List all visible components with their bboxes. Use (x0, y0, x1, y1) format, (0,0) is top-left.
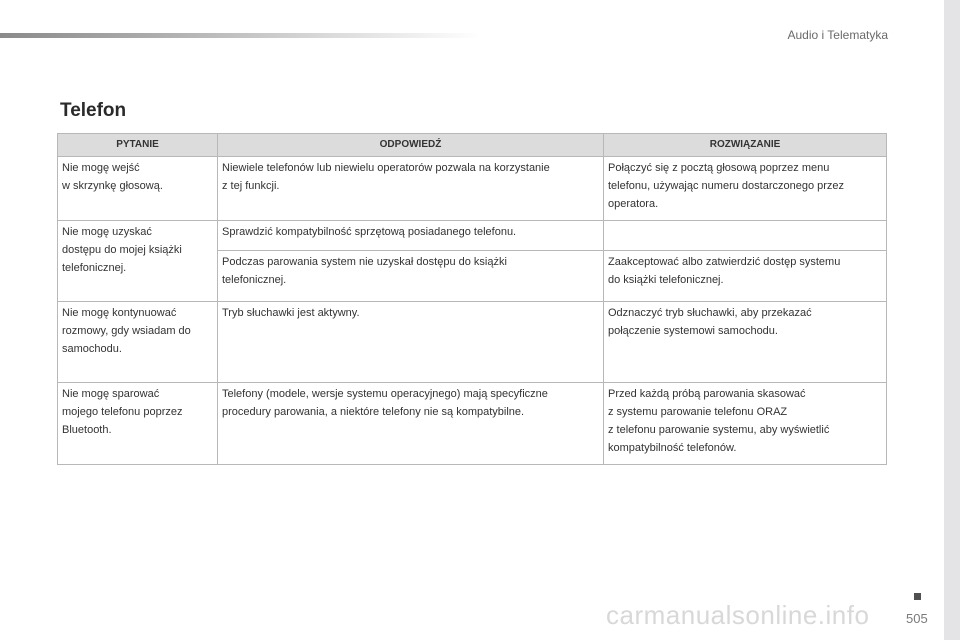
answer-cell: Podczas parowania system nie uzyskał dostępu do książki telefonicznej. (218, 251, 604, 302)
question-cell: Nie mogę uzyskać dostępu do mojej książki telefonicznej. (58, 221, 218, 302)
table-row (58, 383, 887, 465)
page-number: 505 (906, 611, 928, 626)
page-edge-strip (944, 0, 960, 640)
table-row (58, 157, 887, 221)
solution-cell: Odznaczyć tryb słuchawki, aby przekazać połączenie systemowi samochodu. (604, 302, 887, 383)
solution-cell (604, 221, 887, 251)
answer-cell: Tryb słuchawki jest aktywny. (218, 302, 604, 383)
answer-cell: Telefony (modele, wersje systemu operacyjnego) mają specyficzne procedury parowania, a niektóre telefony nie są kompatybilne. (218, 383, 604, 465)
question-cell: Nie mogę wejść w skrzynkę głosową. (58, 157, 218, 221)
column-header-answer: ODPOWIEDŹ (218, 134, 604, 157)
solution-cell: Połączyć się z pocztą głosową poprzez menu telefonu, używając numeru dostarczonego przez operatora. (604, 157, 887, 221)
page-marker (914, 593, 921, 600)
column-header-solution: ROZWIĄZANIE (604, 134, 887, 157)
header-gradient-bar (0, 33, 480, 38)
page-title: Telefon (60, 100, 127, 121)
answer-cell: Niewiele telefonów lub niewielu operatorów pozwala na korzystanie z tej funkcji. (218, 157, 604, 221)
column-header-question: PYTANIE (58, 134, 218, 157)
solution-cell: Zaakceptować albo zatwierdzić dostęp systemu do książki telefonicznej. (604, 251, 887, 302)
question-cell: Nie mogę sparować mojego telefonu poprzez Bluetooth. (58, 383, 218, 465)
faq-table (57, 133, 887, 465)
table-header-row (58, 134, 887, 157)
answer-cell: Sprawdzić kompatybilność sprzętową posiadanego telefonu. (218, 221, 604, 251)
section-header: Audio i Telematyka (787, 28, 888, 42)
table-row (58, 302, 887, 383)
solution-cell: Przed każdą próbą parowania skasować z systemu parowanie telefonu ORAZ z telefonu parowanie systemu, aby wyświetlić kompatybilność telefonów. (604, 383, 887, 465)
watermark: carmanualsonline.info (606, 600, 870, 630)
question-cell: Nie mogę kontynuować rozmowy, gdy wsiadam do samochodu. (58, 302, 218, 383)
table-row (58, 221, 887, 251)
